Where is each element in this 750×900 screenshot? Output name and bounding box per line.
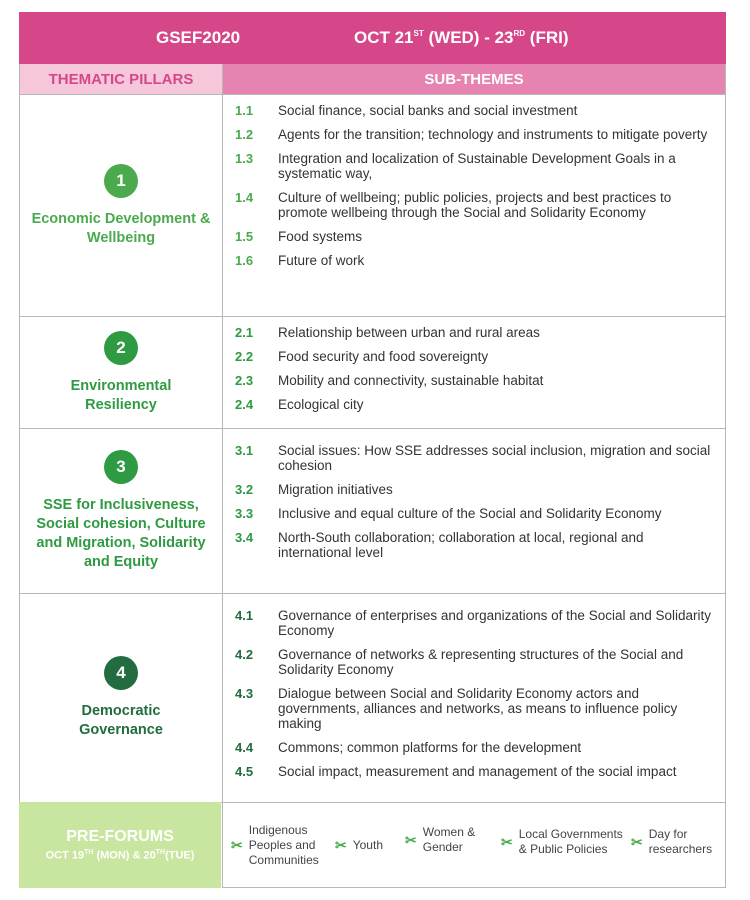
sub-theme: 3.4 North-South collaboration; collaboration at local, regional and international level — [235, 530, 644, 560]
sub-theme: 4.5 Social impact, measurement and management of the social impact — [235, 764, 677, 779]
sub-theme: 1.6 Future of work — [235, 253, 365, 268]
pre-forum-item: ✂ Day for researchers — [631, 827, 713, 856]
pillar-4 — [19, 594, 726, 803]
sub-theme: 1.5 Food systems — [235, 229, 363, 244]
pillar-number-badge: 3 — [104, 450, 138, 484]
pillar-3 — [19, 429, 726, 594]
pillar-2 — [19, 317, 726, 429]
pre-forum-item: ✂ Women & Gender — [405, 825, 476, 854]
pre-forums-list — [222, 802, 726, 888]
column-headers — [19, 64, 726, 94]
title-bar — [19, 12, 726, 64]
program-table — [19, 12, 726, 803]
cross-icon: ✂ — [631, 833, 643, 850]
sub-theme: 2.4 Ecological city — [235, 397, 364, 412]
pre-forum-item: ✂ Local Governments & Public Policies — [501, 827, 623, 856]
pillar-name: Environmental Resiliency — [70, 377, 172, 413]
pre-forum-item: ✂ Youth — [335, 837, 383, 853]
pre-forums-section — [19, 802, 726, 888]
sub-theme: 1.2 Agents for the transition; technology and instruments to mitigate poverty — [235, 127, 708, 142]
sub-theme: 4.3 Dialogue between Social and Solidarity Economy actors and governments, alliances and networks, as means to influence policy making — [235, 686, 678, 731]
event-title: GSEF2020 — [156, 28, 241, 47]
pillar-name: Economic Development & Wellbeing — [31, 210, 211, 246]
cross-icon: ✂ — [501, 833, 513, 850]
sub-theme: 3.2 Migration initiatives — [235, 482, 393, 497]
pillar-number-badge: 1 — [104, 164, 138, 198]
cross-icon: ✂ — [335, 837, 347, 853]
sub-themes-header: SUB-THEMES — [223, 64, 725, 94]
sub-theme: 2.1 Relationship between urban and rural areas — [235, 325, 540, 340]
sub-theme: 4.2 Governance of networks & representing structures of the Social and Solidarity Economy — [235, 647, 684, 677]
pillar-name: Democratic Governance — [79, 703, 163, 738]
sub-theme: 4.1 Governance of enterprises and organizations of the Social and Solidarity Economy — [235, 608, 712, 638]
sub-theme: 1.1 Social finance, social banks and social investment — [235, 103, 578, 118]
cross-icon: ✂ — [231, 837, 243, 853]
thematic-pillars-header: THEMATIC PILLARS — [20, 64, 223, 94]
pillar-name: SSE for Inclusiveness, Social cohesion, Culture and Migration, Solidarity and Equity — [36, 497, 206, 570]
sub-theme: 4.4 Commons; common platforms for the development — [235, 740, 582, 755]
pre-forum-item: ✂ Indigenous Peoples and Communities — [231, 823, 319, 867]
pillar-number-badge: 2 — [104, 331, 138, 365]
pre-forums-title: PRE-FORUMS — [66, 828, 174, 846]
sub-theme: 3.1 Social issues: How SSE addresses social inclusion, migration and social cohesion — [235, 443, 711, 473]
pre-forums-dates: OCT 19TH (MON) & 20TH(TUE) — [45, 849, 195, 862]
sub-theme: 2.2 Food security and food sovereignty — [235, 349, 489, 364]
pillar-number-badge: 4 — [104, 656, 138, 690]
pre-forums-label — [19, 802, 221, 888]
sub-theme: 1.4 Culture of wellbeing; public policies, projects and best practices to promote wellbeing through the Social and Solidarity Economy — [235, 190, 672, 220]
sub-theme: 3.3 Inclusive and equal culture of the Social and Solidarity Economy — [235, 506, 662, 521]
sub-theme: 2.3 Mobility and connectivity, sustainable habitat — [235, 373, 544, 388]
event-dates: OCT 21ST (WED) - 23RD (FRI) — [354, 28, 569, 47]
sub-theme: 1.3 Integration and localization of Sustainable Development Goals in a systematic way, — [235, 151, 676, 181]
pillar-1 — [19, 94, 726, 317]
cross-icon: ✂ — [405, 831, 417, 848]
